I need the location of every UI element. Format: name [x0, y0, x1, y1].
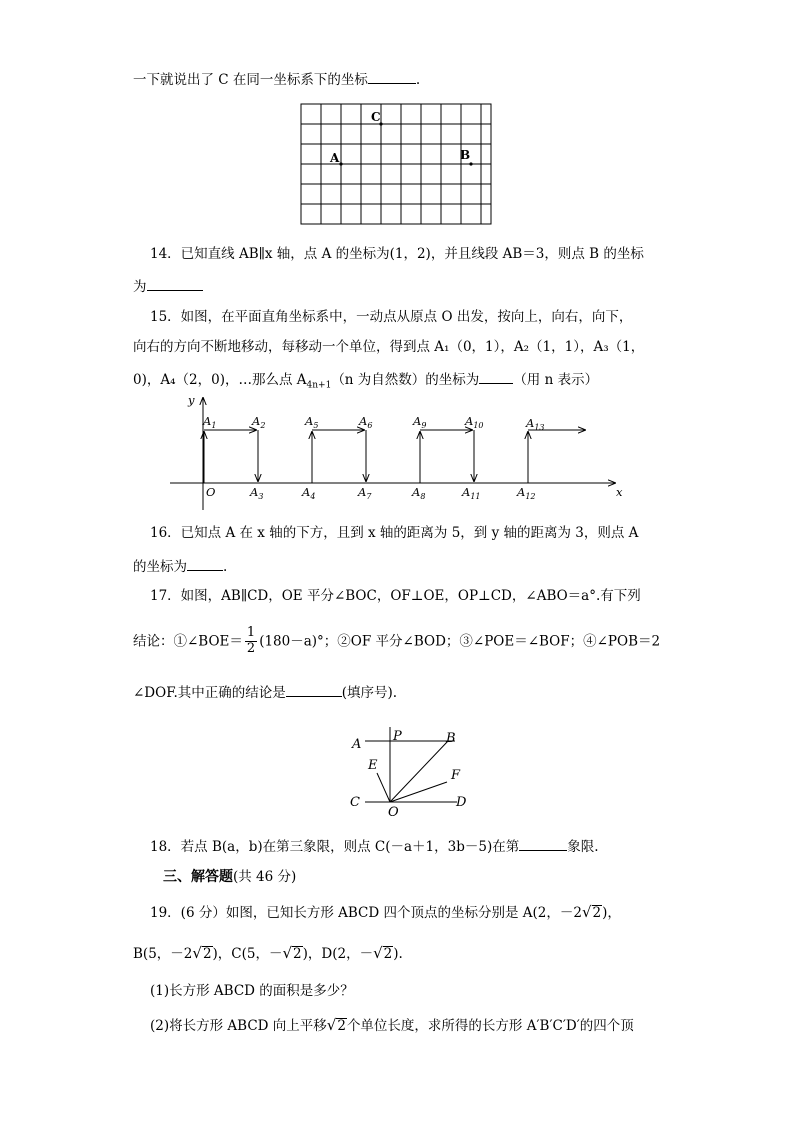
q19-line1	[150, 905, 621, 921]
section-3-note: (共 46 分)	[233, 869, 297, 885]
frac-denominator: 2	[246, 640, 256, 656]
radicand: 2	[202, 946, 212, 962]
label-a5: $A_5$	[305, 414, 319, 430]
q14-prefix: 为	[133, 279, 147, 295]
line-of	[390, 782, 447, 802]
fig17-label-c: C	[350, 795, 360, 810]
q15-subscript: 4n+1	[306, 380, 332, 391]
origin-label: O	[206, 485, 216, 499]
q16-prefix: 的坐标为	[133, 559, 187, 575]
q14-answer-blank	[147, 278, 203, 291]
q19-line2-a: B(5，－2	[133, 946, 193, 962]
q15-answer-blank	[479, 371, 513, 384]
q19-line2-c: )，D(2，－	[302, 946, 374, 962]
q17-line1: 17．如图，AB∥CD，OE 平分∠BOC，OF⊥OE，OP⊥CD，∠ABO＝a°.有下列	[150, 588, 641, 604]
fig17-label-d: D	[456, 795, 467, 810]
q19-line2-b: )，C(5，－	[212, 946, 283, 962]
label-a3: $A_3$	[250, 485, 264, 501]
coordinate-grid-figure	[298, 101, 494, 227]
grid-label-c: C	[371, 110, 381, 124]
q19-sub2	[150, 1018, 634, 1034]
sqrt-icon: √	[282, 944, 293, 962]
x-axis-label: x	[616, 485, 623, 499]
q17-line3-a: ∠DOF.其中正确的结论是	[133, 685, 286, 701]
fig17-label-e: E	[368, 758, 378, 773]
path-segments	[204, 430, 585, 483]
fig17-label-o: O	[388, 805, 399, 820]
sqrt-icon: √	[373, 944, 383, 962]
q19-line2-d: ).	[393, 946, 403, 962]
fig17-label-p: P	[393, 729, 402, 744]
label-a12: $A_{12}$	[517, 485, 536, 501]
fig17-label-a: A	[352, 737, 362, 752]
point-b	[469, 162, 472, 165]
radicand: 2	[592, 905, 602, 921]
label-a9: $A_9$	[413, 414, 427, 430]
q18-a: 18．若点 B(a，b)在第三象限，则点 C(－a＋1，3b－5)在第	[150, 839, 520, 855]
grid-label-b: B	[460, 148, 471, 162]
fig17-label-f: F	[451, 768, 461, 783]
q13-answer-blank	[368, 71, 416, 84]
q17-line3-b: (填序号).	[341, 685, 398, 701]
label-a2: $A_2$	[252, 414, 266, 430]
figure-15-path	[160, 392, 630, 512]
q16-end: .	[223, 559, 228, 575]
sqrt-icon: √	[192, 944, 202, 962]
radicand: 2	[383, 946, 393, 962]
q13-text: 一下就说出了 C 在同一坐标系下的坐标	[133, 72, 368, 88]
q19-sub2-a: (2)将长方形 ABCD 向上平移	[150, 1018, 327, 1034]
grid-label-a: A	[330, 151, 340, 165]
label-a10: $A_{10}$	[465, 414, 484, 430]
q15-line3-c: （用 n 表示）	[513, 372, 599, 388]
q15-line3-b: （n 为自然数）的坐标为	[331, 372, 480, 388]
line-ob	[390, 741, 448, 802]
q19-line2	[133, 946, 403, 962]
label-a4: $A_4$	[302, 485, 316, 501]
q15-line3-a: 0)，A₄（2，0)，…那么点 A	[133, 372, 307, 388]
q13-end: .	[415, 72, 421, 88]
q14-line2	[133, 278, 203, 295]
y-axis-label: y	[188, 393, 195, 407]
q17-line3	[133, 684, 397, 701]
label-a13: $A_{13}$	[526, 416, 545, 432]
label-a11: $A_{11}$	[462, 485, 481, 501]
q17-answer-blank	[286, 684, 342, 697]
q17-line2-b: (180－a)°；②OF 平分∠BOD；③∠POE＝∠BOF；④∠POB＝2	[259, 633, 661, 650]
section-3-heading	[163, 870, 296, 885]
frac-numerator: 1	[246, 625, 256, 640]
q15-line3	[133, 371, 598, 391]
q14-line1: 14．已知直线 AB∥x 轴，点 A 的坐标为(1，2)，并且线段 AB＝3，则点 B 的坐标	[150, 246, 644, 262]
sqrt-icon: √	[581, 903, 592, 921]
q16-line2	[133, 558, 227, 575]
label-a6: $A_6$	[359, 414, 373, 430]
q17-line2-a: 结论：①∠BOE＝	[133, 633, 243, 650]
section-3-title: 三、解答题	[163, 869, 233, 885]
label-a1: $A_1$	[203, 414, 217, 430]
q18-b: 象限.	[567, 839, 599, 855]
fraction-half	[245, 626, 257, 657]
q19-sub2-b: 个单位长度，求所得的长方形 A′B′C′D′的四个顶	[346, 1018, 634, 1034]
q16-line1: 16．已知点 A 在 x 轴的下方，且到 x 轴的距离为 5，到 y 轴的距离为 3，则点 A	[150, 525, 639, 541]
sqrt-icon: √	[326, 1016, 337, 1034]
label-a8: $A_8$	[412, 485, 426, 501]
label-a7: $A_7$	[358, 485, 372, 501]
q19-line1-a: 19．(6 分）如图，已知长方形 ABCD 四个顶点的坐标分别是 A(2，－2	[150, 905, 582, 921]
q15-line2: 向右的方向不断地移动，每移动一个单位，得到点 A₁（0，1），A₂（1，1），A₃（1，	[133, 339, 645, 355]
q16-answer-blank	[187, 558, 223, 571]
q15-line1: 15．如图，在平面直角坐标系中，一动点从原点 O 出发，按向上，向右，向下，	[150, 309, 633, 325]
line-oe	[377, 773, 390, 802]
q17-line2	[133, 626, 660, 657]
radicand: 2	[293, 946, 302, 962]
radicand: 2	[337, 1018, 346, 1034]
fig17-label-b: B	[446, 731, 456, 746]
q13-tail	[133, 71, 420, 88]
q19-line1-b: )，	[602, 905, 621, 921]
q18	[150, 838, 599, 855]
point-a	[339, 162, 342, 165]
q18-answer-blank	[519, 838, 567, 851]
figure-17-lines	[345, 725, 475, 821]
q19-sub1: (1)长方形 ABCD 的面积是多少？	[150, 983, 354, 999]
